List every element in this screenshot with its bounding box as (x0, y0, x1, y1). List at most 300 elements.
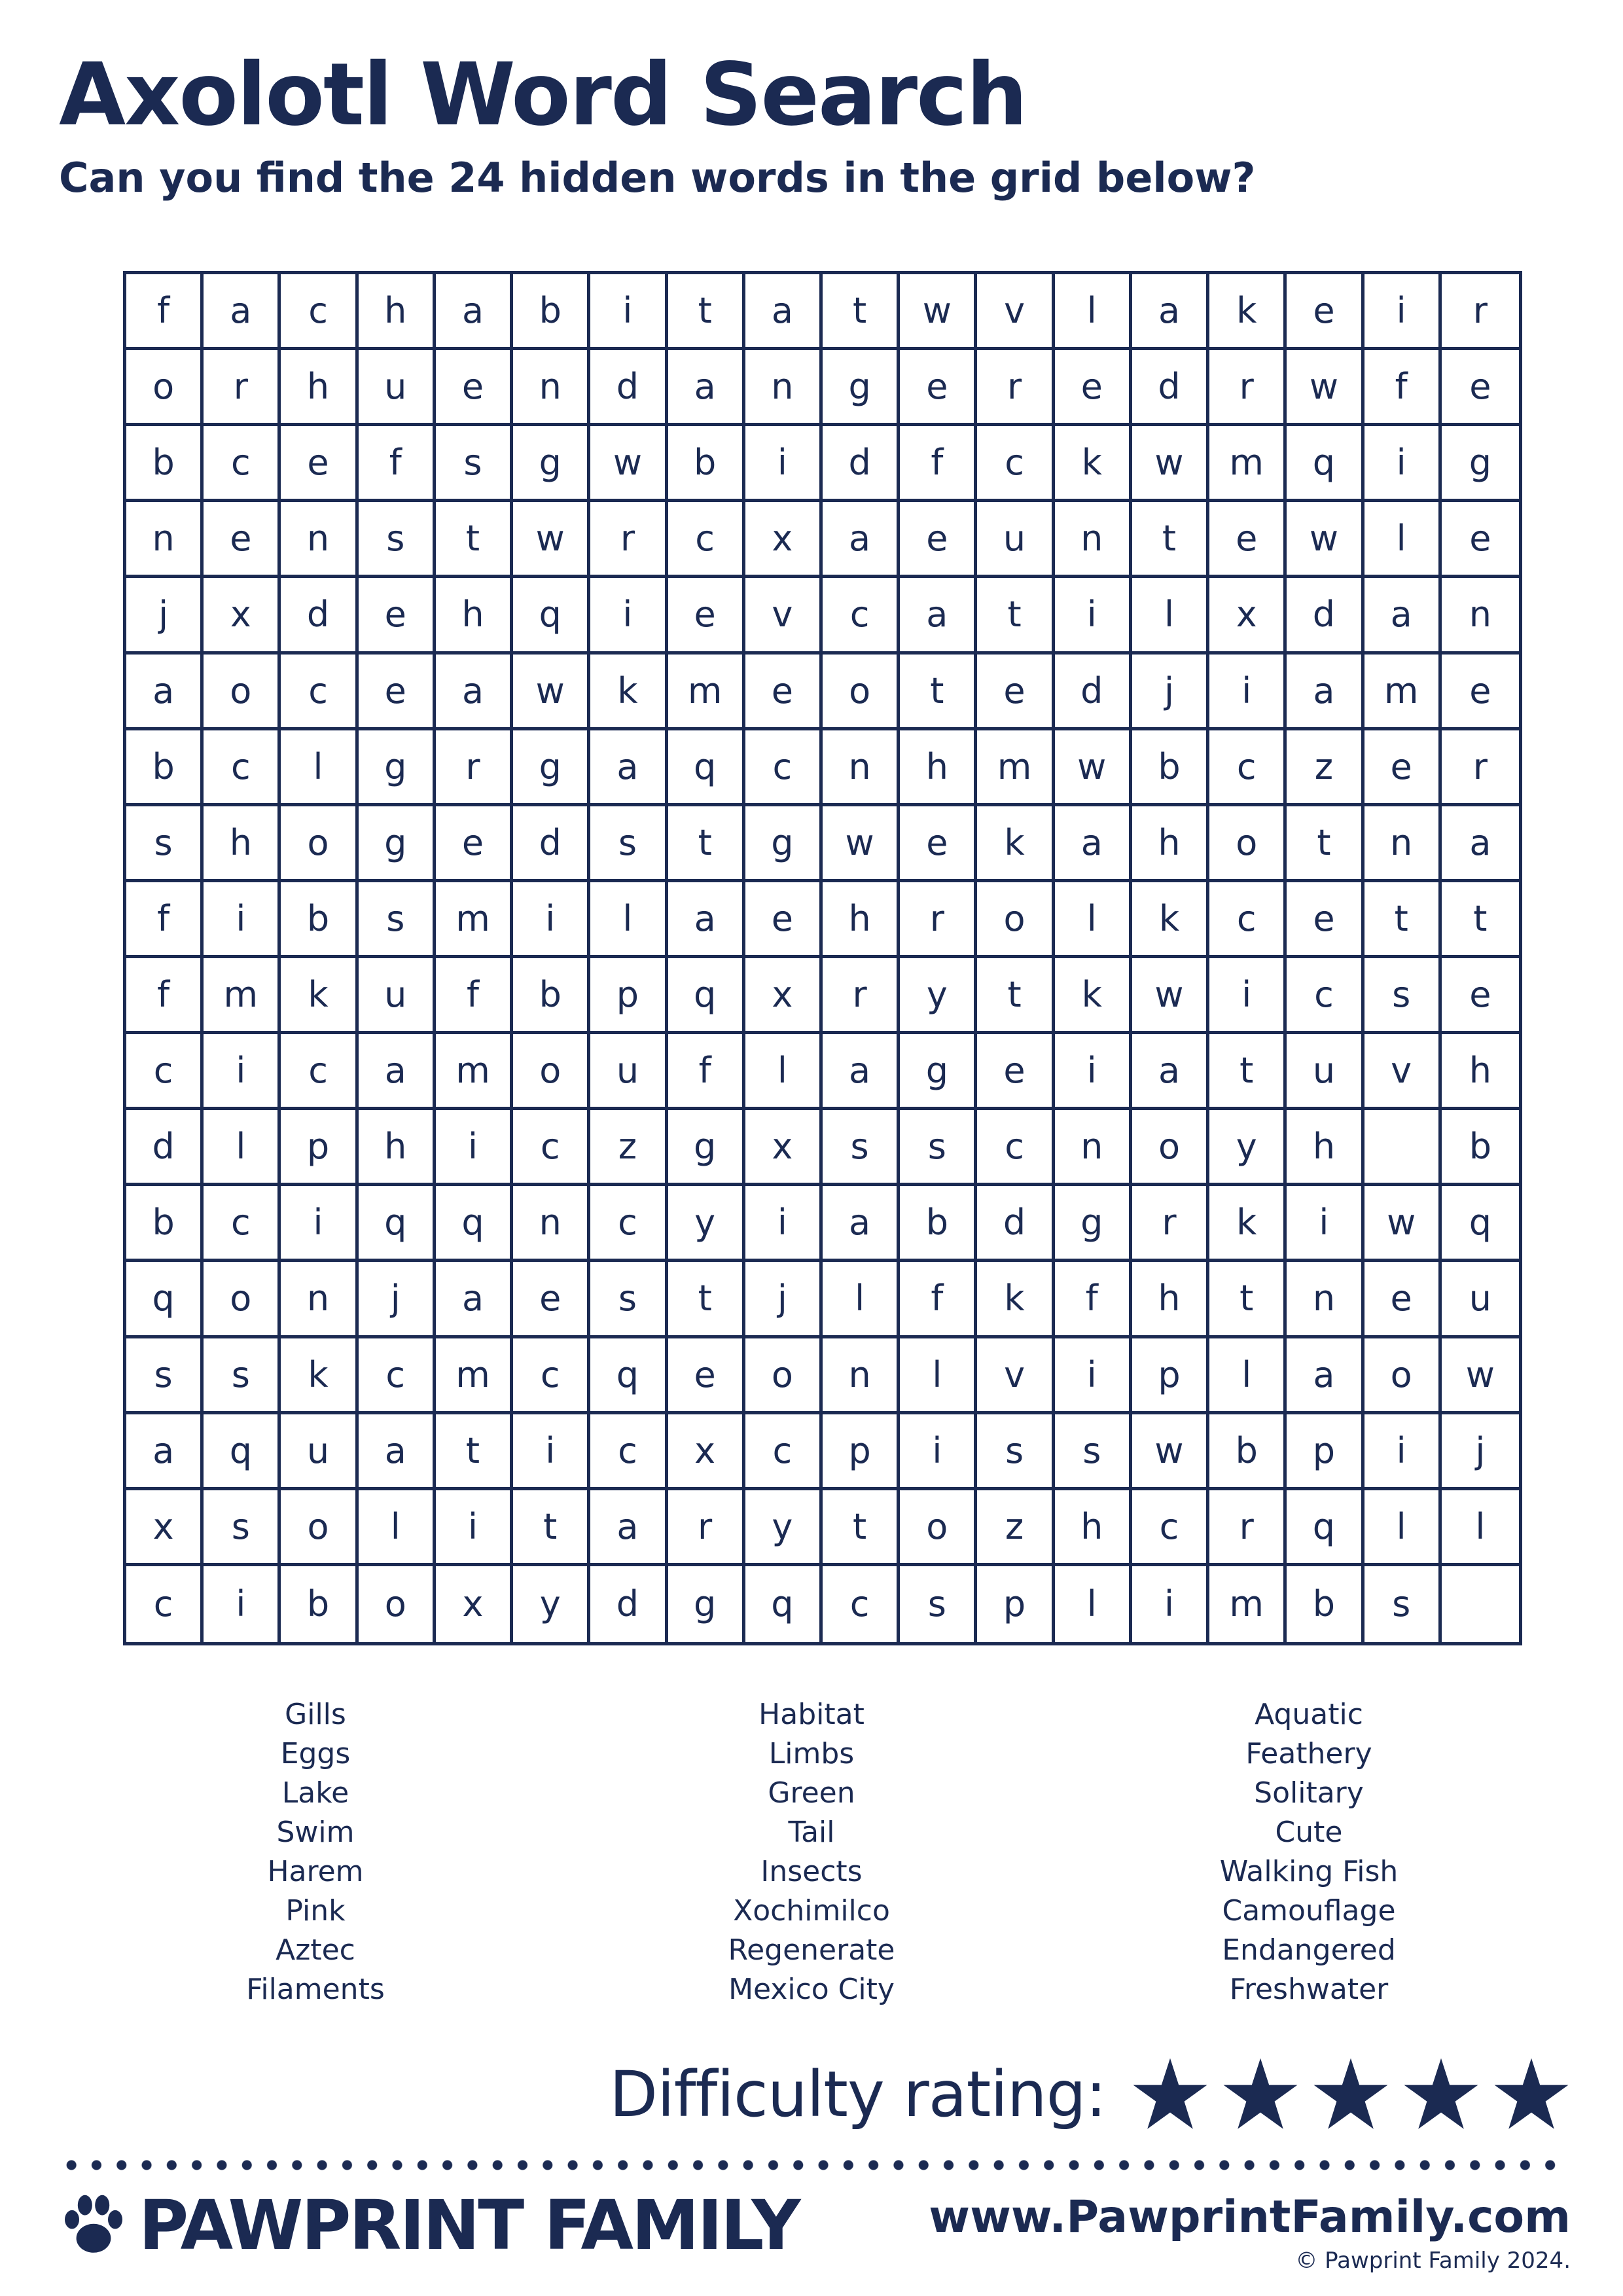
grid-cell[interactable]: i (204, 1566, 281, 1642)
grid-cell[interactable]: a (823, 502, 900, 578)
grid-cell[interactable]: a (668, 350, 745, 426)
grid-cell[interactable]: a (1132, 274, 1209, 350)
grid-cell[interactable]: l (1055, 882, 1132, 958)
grid-cell[interactable]: u (359, 958, 436, 1034)
grid-cell[interactable]: t (668, 806, 745, 882)
grid-cell[interactable]: h (823, 882, 900, 958)
grid-cell[interactable]: x (1209, 578, 1287, 654)
grid-cell[interactable]: d (513, 806, 590, 882)
grid-cell[interactable]: c (1132, 1490, 1209, 1566)
grid-cell[interactable]: k (590, 655, 668, 730)
grid-cell[interactable]: y (668, 1186, 745, 1262)
grid-cell[interactable]: w (1132, 1414, 1209, 1490)
grid-cell[interactable]: j (1132, 655, 1209, 730)
grid-cell[interactable]: p (1132, 1338, 1209, 1414)
grid-cell[interactable]: w (1364, 1186, 1442, 1262)
grid-cell[interactable]: i (513, 882, 590, 958)
grid-cell[interactable]: n (1055, 502, 1132, 578)
grid-cell[interactable]: l (1132, 578, 1209, 654)
grid-cell[interactable]: k (1055, 426, 1132, 502)
grid-cell[interactable]: l (1055, 1566, 1132, 1642)
grid-cell[interactable]: a (1442, 806, 1519, 882)
grid-cell[interactable]: o (281, 806, 358, 882)
grid-cell[interactable]: o (900, 1490, 977, 1566)
grid-cell[interactable]: l (1364, 502, 1442, 578)
grid-cell[interactable]: g (1442, 426, 1519, 502)
grid-cell[interactable]: e (1364, 1262, 1442, 1338)
grid-cell[interactable]: x (745, 958, 823, 1034)
grid-cell[interactable]: n (823, 730, 900, 806)
grid-cell[interactable]: f (668, 1034, 745, 1110)
grid-cell[interactable]: h (1132, 806, 1209, 882)
grid-cell[interactable]: a (126, 1414, 204, 1490)
grid-cell[interactable]: t (668, 274, 745, 350)
grid-cell[interactable]: s (126, 806, 204, 882)
grid-cell[interactable]: k (1132, 882, 1209, 958)
grid-cell[interactable]: a (1287, 1338, 1364, 1414)
grid-cell[interactable]: b (900, 1186, 977, 1262)
grid-cell[interactable]: t (1287, 806, 1364, 882)
grid-cell[interactable]: c (281, 655, 358, 730)
grid-cell[interactable]: d (1287, 578, 1364, 654)
grid-cell[interactable]: c (745, 730, 823, 806)
grid-cell[interactable]: l (1442, 1490, 1519, 1566)
grid-cell[interactable]: e (1442, 655, 1519, 730)
grid-cell[interactable]: c (668, 502, 745, 578)
grid-cell[interactable]: v (1364, 1034, 1442, 1110)
grid-cell[interactable]: b (1209, 1414, 1287, 1490)
grid-cell[interactable]: l (359, 1490, 436, 1566)
grid-cell[interactable]: h (204, 806, 281, 882)
grid-cell[interactable]: c (204, 1186, 281, 1262)
grid-cell[interactable]: e (1442, 958, 1519, 1034)
grid-cell[interactable]: f (126, 958, 204, 1034)
grid-cell[interactable]: g (900, 1034, 977, 1110)
grid-cell[interactable]: b (513, 958, 590, 1034)
grid-cell[interactable]: v (745, 578, 823, 654)
grid-cell[interactable]: h (436, 578, 513, 654)
grid-cell[interactable]: s (126, 1338, 204, 1414)
grid-cell[interactable]: h (359, 274, 436, 350)
grid-cell[interactable]: d (977, 1186, 1054, 1262)
grid-cell[interactable]: f (1055, 1262, 1132, 1338)
grid-cell[interactable]: e (745, 655, 823, 730)
grid-cell[interactable]: r (590, 502, 668, 578)
grid-cell[interactable]: z (590, 1110, 668, 1186)
grid-cell[interactable]: i (590, 274, 668, 350)
grid-cell[interactable]: e (281, 426, 358, 502)
grid-cell[interactable]: n (1287, 1262, 1364, 1338)
grid-cell[interactable]: f (1364, 350, 1442, 426)
grid-cell[interactable]: c (204, 426, 281, 502)
grid-cell[interactable]: x (126, 1490, 204, 1566)
grid-cell[interactable]: s (977, 1414, 1054, 1490)
grid-cell[interactable]: i (1287, 1186, 1364, 1262)
grid-cell[interactable]: j (359, 1262, 436, 1338)
grid-cell[interactable]: j (1442, 1414, 1519, 1490)
grid-cell[interactable]: e (745, 882, 823, 958)
grid-cell[interactable]: s (590, 1262, 668, 1338)
grid-cell[interactable]: h (1055, 1490, 1132, 1566)
grid-cell[interactable]: e (1287, 274, 1364, 350)
grid-cell[interactable]: d (823, 426, 900, 502)
grid-cell[interactable]: n (1055, 1110, 1132, 1186)
grid-cell[interactable]: f (126, 274, 204, 350)
grid-cell[interactable]: i (1364, 1414, 1442, 1490)
grid-cell[interactable]: x (745, 502, 823, 578)
grid-cell[interactable]: j (745, 1262, 823, 1338)
grid-cell[interactable]: k (281, 1338, 358, 1414)
grid-cell[interactable]: a (1364, 578, 1442, 654)
grid-cell[interactable]: g (823, 350, 900, 426)
grid-cell[interactable]: s (436, 426, 513, 502)
grid-cell[interactable]: s (900, 1566, 977, 1642)
grid-cell[interactable]: s (359, 502, 436, 578)
grid-cell[interactable]: q (1442, 1186, 1519, 1262)
grid-cell[interactable]: k (281, 958, 358, 1034)
grid-cell[interactable]: s (900, 1110, 977, 1186)
grid-cell[interactable]: b (513, 274, 590, 350)
grid-cell[interactable]: e (436, 350, 513, 426)
grid-cell[interactable]: f (900, 426, 977, 502)
grid-cell[interactable]: l (1209, 1338, 1287, 1414)
grid-cell[interactable]: r (1442, 274, 1519, 350)
grid-cell[interactable]: p (1287, 1414, 1364, 1490)
grid-cell[interactable]: c (823, 1566, 900, 1642)
grid-cell[interactable]: n (281, 502, 358, 578)
grid-cell[interactable]: w (1287, 350, 1364, 426)
grid-cell[interactable]: r (668, 1490, 745, 1566)
grid-cell[interactable]: x (204, 578, 281, 654)
grid-cell[interactable]: b (668, 426, 745, 502)
grid-cell[interactable]: v (977, 1338, 1054, 1414)
grid-cell[interactable]: e (1209, 502, 1287, 578)
grid-cell[interactable]: c (590, 1414, 668, 1490)
grid-cell[interactable]: i (590, 578, 668, 654)
grid-cell[interactable]: m (436, 882, 513, 958)
grid-cell[interactable]: e (1442, 350, 1519, 426)
grid-cell[interactable]: d (1132, 350, 1209, 426)
grid-cell[interactable]: g (668, 1110, 745, 1186)
grid-cell[interactable]: t (900, 655, 977, 730)
grid-cell[interactable]: y (900, 958, 977, 1034)
grid-cell[interactable]: m (1209, 426, 1287, 502)
grid-cell[interactable]: t (823, 274, 900, 350)
grid-cell[interactable]: i (1364, 426, 1442, 502)
grid-cell[interactable]: a (590, 1490, 668, 1566)
grid-cell[interactable]: t (1442, 882, 1519, 958)
grid-cell[interactable]: o (281, 1490, 358, 1566)
grid-cell[interactable]: m (1364, 655, 1442, 730)
grid-cell[interactable]: l (823, 1262, 900, 1338)
grid-cell[interactable]: n (513, 350, 590, 426)
grid-cell[interactable]: l (204, 1110, 281, 1186)
grid-cell[interactable]: i (513, 1414, 590, 1490)
grid-cell[interactable]: l (281, 730, 358, 806)
grid-cell[interactable]: y (1209, 1110, 1287, 1186)
grid-cell[interactable]: d (590, 1566, 668, 1642)
grid-cell[interactable]: u (977, 502, 1054, 578)
grid-cell[interactable]: b (126, 426, 204, 502)
grid-cell[interactable]: g (745, 806, 823, 882)
grid-cell[interactable]: p (823, 1414, 900, 1490)
grid-cell[interactable]: q (126, 1262, 204, 1338)
grid-cell[interactable]: p (977, 1566, 1054, 1642)
grid-cell[interactable]: q (745, 1566, 823, 1642)
grid-cell[interactable]: i (1132, 1566, 1209, 1642)
grid-cell[interactable]: a (436, 1262, 513, 1338)
grid-cell[interactable]: a (823, 1034, 900, 1110)
grid-cell[interactable]: r (1132, 1186, 1209, 1262)
grid-cell[interactable] (1442, 1566, 1519, 1642)
grid-cell[interactable]: t (1209, 1034, 1287, 1110)
grid-cell[interactable]: p (281, 1110, 358, 1186)
grid-cell[interactable]: b (126, 730, 204, 806)
grid-cell[interactable]: f (126, 882, 204, 958)
grid-cell[interactable]: d (126, 1110, 204, 1186)
grid-cell[interactable]: i (1209, 655, 1287, 730)
grid-cell[interactable]: w (823, 806, 900, 882)
grid-cell[interactable]: z (977, 1490, 1054, 1566)
grid-cell[interactable]: j (126, 578, 204, 654)
grid-cell[interactable]: d (590, 350, 668, 426)
grid-cell[interactable]: a (359, 1034, 436, 1110)
grid-cell[interactable]: a (436, 274, 513, 350)
grid-cell[interactable]: n (1364, 806, 1442, 882)
grid-cell[interactable]: a (126, 655, 204, 730)
grid-cell[interactable]: e (1287, 882, 1364, 958)
grid-cell[interactable]: c (1287, 958, 1364, 1034)
grid-cell[interactable]: d (1055, 655, 1132, 730)
grid-cell[interactable]: e (1055, 350, 1132, 426)
grid-cell[interactable]: b (281, 1566, 358, 1642)
grid-cell[interactable]: e (977, 655, 1054, 730)
grid-cell[interactable]: p (590, 958, 668, 1034)
grid-cell[interactable]: s (1055, 1414, 1132, 1490)
grid-cell[interactable]: o (204, 655, 281, 730)
grid-cell[interactable]: m (1209, 1566, 1287, 1642)
grid-cell[interactable]: c (823, 578, 900, 654)
grid-cell[interactable]: u (1442, 1262, 1519, 1338)
grid-cell[interactable]: n (823, 1338, 900, 1414)
grid-cell[interactable]: k (977, 1262, 1054, 1338)
grid-cell[interactable]: n (513, 1186, 590, 1262)
grid-cell[interactable]: c (359, 1338, 436, 1414)
grid-cell[interactable]: o (1364, 1338, 1442, 1414)
grid-cell[interactable]: a (1287, 655, 1364, 730)
grid-cell[interactable]: s (359, 882, 436, 958)
grid-cell[interactable]: i (1364, 274, 1442, 350)
grid-cell[interactable]: c (204, 730, 281, 806)
grid-cell[interactable]: s (204, 1338, 281, 1414)
grid-cell[interactable]: b (281, 882, 358, 958)
grid-cell[interactable]: m (204, 958, 281, 1034)
grid-cell[interactable]: c (281, 1034, 358, 1110)
grid-cell[interactable]: e (359, 578, 436, 654)
grid-cell[interactable]: e (900, 350, 977, 426)
grid-cell[interactable]: n (126, 502, 204, 578)
grid-cell[interactable]: t (1132, 502, 1209, 578)
grid-cell[interactable]: q (436, 1186, 513, 1262)
grid-cell[interactable]: u (359, 350, 436, 426)
grid-cell[interactable]: h (1442, 1034, 1519, 1110)
grid-cell[interactable]: v (977, 274, 1054, 350)
grid-cell[interactable]: l (900, 1338, 977, 1414)
grid-cell[interactable]: t (1209, 1262, 1287, 1338)
grid-cell[interactable]: t (823, 1490, 900, 1566)
grid-cell[interactable]: t (513, 1490, 590, 1566)
grid-cell[interactable]: w (1132, 426, 1209, 502)
grid-cell[interactable]: e (900, 502, 977, 578)
grid-cell[interactable]: o (204, 1262, 281, 1338)
grid-cell[interactable]: i (436, 1110, 513, 1186)
grid-cell[interactable]: l (1055, 274, 1132, 350)
grid-cell[interactable]: o (823, 655, 900, 730)
grid-cell[interactable]: h (1287, 1110, 1364, 1186)
grid-cell[interactable]: h (900, 730, 977, 806)
grid-cell[interactable]: a (204, 274, 281, 350)
grid-cell[interactable]: q (668, 730, 745, 806)
grid-cell[interactable]: q (513, 578, 590, 654)
grid-cell[interactable]: a (1055, 806, 1132, 882)
grid-cell[interactable]: w (513, 502, 590, 578)
grid-cell[interactable]: w (1287, 502, 1364, 578)
website-link[interactable]: www.PawprintFamily.com (929, 2191, 1571, 2243)
grid-cell[interactable]: b (126, 1186, 204, 1262)
grid-cell[interactable]: o (1209, 806, 1287, 882)
grid-cell[interactable]: q (668, 958, 745, 1034)
grid-cell[interactable]: n (745, 350, 823, 426)
grid-cell[interactable]: g (359, 806, 436, 882)
grid-cell[interactable]: k (1055, 958, 1132, 1034)
grid-cell[interactable]: c (1209, 882, 1287, 958)
grid-cell[interactable]: t (977, 958, 1054, 1034)
grid-cell[interactable]: r (900, 882, 977, 958)
grid-cell[interactable]: a (900, 578, 977, 654)
grid-cell[interactable]: e (977, 1034, 1054, 1110)
grid-cell[interactable]: h (281, 350, 358, 426)
grid-cell[interactable]: u (281, 1414, 358, 1490)
grid-cell[interactable]: r (977, 350, 1054, 426)
grid-cell[interactable]: c (281, 274, 358, 350)
grid-cell[interactable]: s (204, 1490, 281, 1566)
grid-cell[interactable]: l (745, 1034, 823, 1110)
grid-cell[interactable] (1364, 1110, 1442, 1186)
grid-cell[interactable]: o (977, 882, 1054, 958)
grid-cell[interactable]: k (1209, 274, 1287, 350)
grid-cell[interactable]: r (204, 350, 281, 426)
grid-cell[interactable]: b (1442, 1110, 1519, 1186)
grid-cell[interactable]: e (436, 806, 513, 882)
grid-cell[interactable]: a (745, 274, 823, 350)
grid-cell[interactable]: n (1442, 578, 1519, 654)
grid-cell[interactable]: w (1132, 958, 1209, 1034)
grid-cell[interactable]: e (204, 502, 281, 578)
grid-cell[interactable]: a (1132, 1034, 1209, 1110)
grid-cell[interactable]: c (513, 1110, 590, 1186)
grid-cell[interactable]: y (745, 1490, 823, 1566)
grid-cell[interactable]: g (513, 426, 590, 502)
grid-cell[interactable]: e (359, 655, 436, 730)
grid-cell[interactable]: a (359, 1414, 436, 1490)
grid-cell[interactable]: a (436, 655, 513, 730)
grid-cell[interactable]: i (281, 1186, 358, 1262)
grid-cell[interactable]: t (668, 1262, 745, 1338)
grid-cell[interactable]: o (359, 1566, 436, 1642)
grid-cell[interactable]: t (436, 502, 513, 578)
grid-cell[interactable]: t (977, 578, 1054, 654)
grid-cell[interactable]: m (668, 655, 745, 730)
grid-cell[interactable]: f (436, 958, 513, 1034)
grid-cell[interactable]: d (281, 578, 358, 654)
grid-cell[interactable]: k (977, 806, 1054, 882)
grid-cell[interactable]: c (1209, 730, 1287, 806)
grid-cell[interactable]: o (1132, 1110, 1209, 1186)
grid-cell[interactable]: w (900, 274, 977, 350)
grid-cell[interactable]: e (668, 578, 745, 654)
grid-cell[interactable]: g (1055, 1186, 1132, 1262)
grid-cell[interactable]: x (668, 1414, 745, 1490)
grid-cell[interactable]: a (668, 882, 745, 958)
grid-cell[interactable]: e (900, 806, 977, 882)
grid-cell[interactable]: u (590, 1034, 668, 1110)
grid-cell[interactable]: w (590, 426, 668, 502)
grid-cell[interactable]: r (1442, 730, 1519, 806)
grid-cell[interactable]: r (436, 730, 513, 806)
grid-cell[interactable]: h (359, 1110, 436, 1186)
grid-cell[interactable]: o (745, 1338, 823, 1414)
grid-cell[interactable]: c (126, 1034, 204, 1110)
grid-cell[interactable]: a (823, 1186, 900, 1262)
grid-cell[interactable]: i (204, 1034, 281, 1110)
grid-cell[interactable]: e (1442, 502, 1519, 578)
grid-cell[interactable]: i (745, 1186, 823, 1262)
grid-cell[interactable]: c (745, 1414, 823, 1490)
grid-cell[interactable]: u (1287, 1034, 1364, 1110)
grid-cell[interactable]: i (900, 1414, 977, 1490)
grid-cell[interactable]: c (513, 1338, 590, 1414)
grid-cell[interactable]: l (590, 882, 668, 958)
grid-cell[interactable]: a (590, 730, 668, 806)
grid-cell[interactable]: q (1287, 426, 1364, 502)
grid-cell[interactable]: e (668, 1338, 745, 1414)
grid-cell[interactable]: l (1364, 1490, 1442, 1566)
grid-cell[interactable]: i (204, 882, 281, 958)
grid-cell[interactable]: r (1209, 1490, 1287, 1566)
grid-cell[interactable]: q (204, 1414, 281, 1490)
grid-cell[interactable]: c (977, 426, 1054, 502)
grid-cell[interactable]: i (1209, 958, 1287, 1034)
grid-cell[interactable]: m (436, 1338, 513, 1414)
grid-cell[interactable]: n (281, 1262, 358, 1338)
grid-cell[interactable]: q (1287, 1490, 1364, 1566)
grid-cell[interactable]: w (513, 655, 590, 730)
grid-cell[interactable]: s (1364, 958, 1442, 1034)
grid-cell[interactable]: q (590, 1338, 668, 1414)
grid-cell[interactable]: k (1209, 1186, 1287, 1262)
grid-cell[interactable]: w (1055, 730, 1132, 806)
grid-cell[interactable]: i (745, 426, 823, 502)
grid-cell[interactable]: s (1364, 1566, 1442, 1642)
grid-cell[interactable]: h (1132, 1262, 1209, 1338)
grid-cell[interactable]: b (1287, 1566, 1364, 1642)
grid-cell[interactable]: g (513, 730, 590, 806)
grid-cell[interactable]: i (1055, 1338, 1132, 1414)
grid-cell[interactable]: f (900, 1262, 977, 1338)
grid-cell[interactable]: w (1442, 1338, 1519, 1414)
grid-cell[interactable]: m (436, 1034, 513, 1110)
grid-cell[interactable]: s (823, 1110, 900, 1186)
